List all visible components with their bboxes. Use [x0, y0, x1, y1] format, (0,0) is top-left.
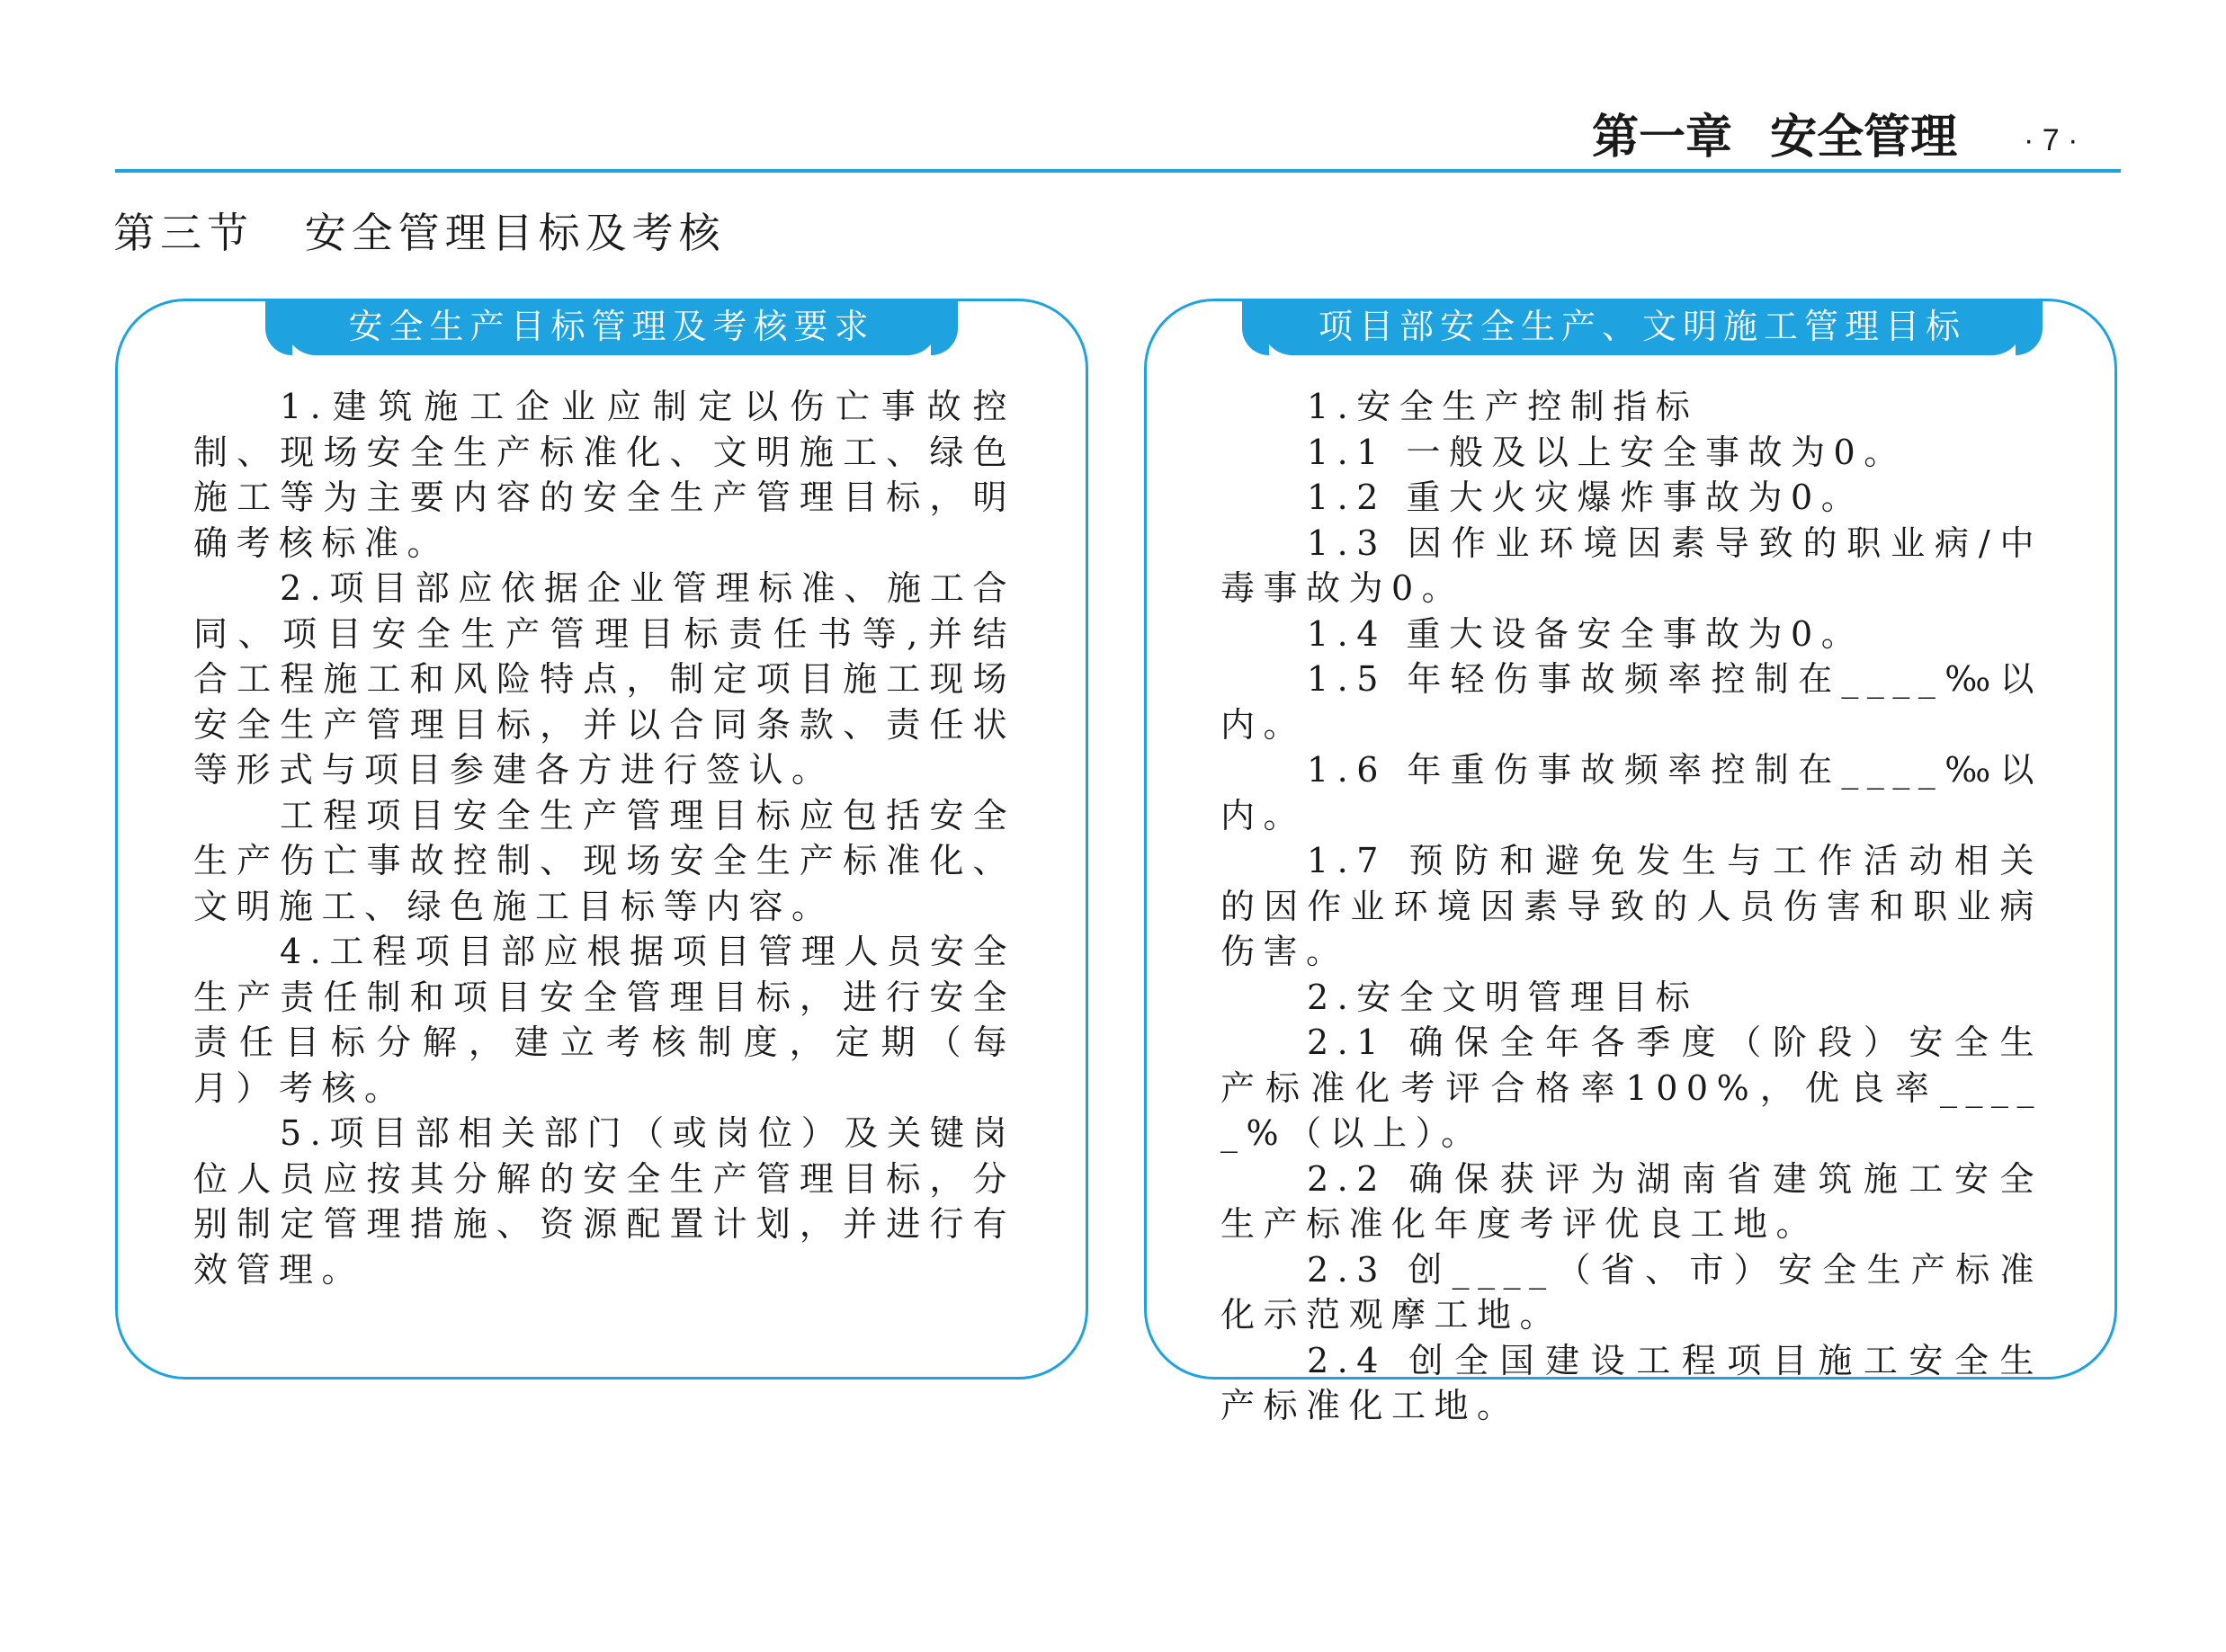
requirement-paragraph-1: 1.建筑施工企业应制定以伤亡事故控制、现场安全生产标准化、文明施工、绿色施工等为主要内容的安全生产管理目标，明确考核标准。: [193, 387, 1015, 563]
requirements-panel: [115, 299, 1088, 1380]
targets-panel-title: 项目部安全生产、文明施工管理目标: [1262, 299, 2023, 355]
requirement-paragraph-2: 2.项目部应依据企业管理标准、施工合同、项目安全生产管理目标责任书等,并结合工程施工和风险特点，制定项目施工现场安全生产管理目标，并以合同条款、责任状等形式与项目参建各方进行签认。: [193, 568, 1015, 790]
target-item-2-4: 2.4 创全国建设工程项目施工安全生产标准化工地。: [1220, 1340, 2043, 1425]
target-item-1-2: 1.2 重大火灾爆炸事故为0。: [1307, 478, 1864, 517]
target-item-1-4: 1.4 重大设备安全事故为0。: [1307, 613, 1864, 654]
targets-panel: [1144, 299, 2117, 1425]
target-item-2-2: 2.2 确保获评为湖南省建筑施工安全生产标准化年度考评优良工地。: [1220, 1158, 2043, 1244]
target-item-1: 1.安全生产控制指标: [1307, 387, 1699, 426]
page-number: · 7 ·: [2024, 123, 2078, 157]
chapter-title: 第一章 安全管理: [1592, 111, 1958, 165]
requirement-paragraph-4: 4.工程项目部应根据项目管理人员安全生产责任制和项目安全管理目标，进行安全责任目标分解，建立考核制度，定期（每月）考核。: [193, 932, 1015, 1108]
section-title: 第三节 安全管理目标及考核: [113, 209, 726, 257]
requirements-panel-title: 安全生产目标管理及考核要求: [285, 299, 938, 355]
target-item-2-3: 2.3 创____（省、市）安全生产标准化示范观摩工地。: [1220, 1249, 2043, 1335]
target-item-1-7: 1.7 预防和避免发生与工作活动相关的因作业环境因素导致的人员伤害和职业病伤害。: [1220, 841, 2043, 971]
target-item-1-5: 1.5 年轻伤事故频率控制在____‰以内。: [1220, 659, 2043, 745]
targets-panel-body: [1147, 384, 2114, 1429]
target-item-1-1: 1.1 一般及以上安全事故为0。: [1307, 432, 1907, 472]
requirement-paragraph-5: 5.项目部相关部门（或岗位）及关键岗位人员应按其分解的安全生产管理目标，分别制定管理措施、资源配置计划，并进行有效管理。: [193, 1113, 1015, 1290]
target-item-1-6: 1.6 年重伤事故频率控制在____‰以内。: [1220, 750, 2043, 835]
target-item-2: 2.安全文明管理目标: [1307, 977, 1699, 1017]
target-item-2-1: 2.1 确保全年各季度（阶段）安全生产标准化考评合格率100%，优良率_____%（以上）。: [1220, 1022, 2043, 1153]
requirement-paragraph-3: 工程项目安全生产管理目标应包括安全生产伤亡事故控制、现场安全生产标准化、文明施工、绿色施工目标等内容。: [193, 795, 1015, 926]
target-item-1-3: 1.3 因作业环境因素导致的职业病/中毒事故为0。: [1220, 522, 2043, 608]
requirements-panel-body: [118, 384, 1086, 1292]
header-rule: [115, 169, 2121, 173]
